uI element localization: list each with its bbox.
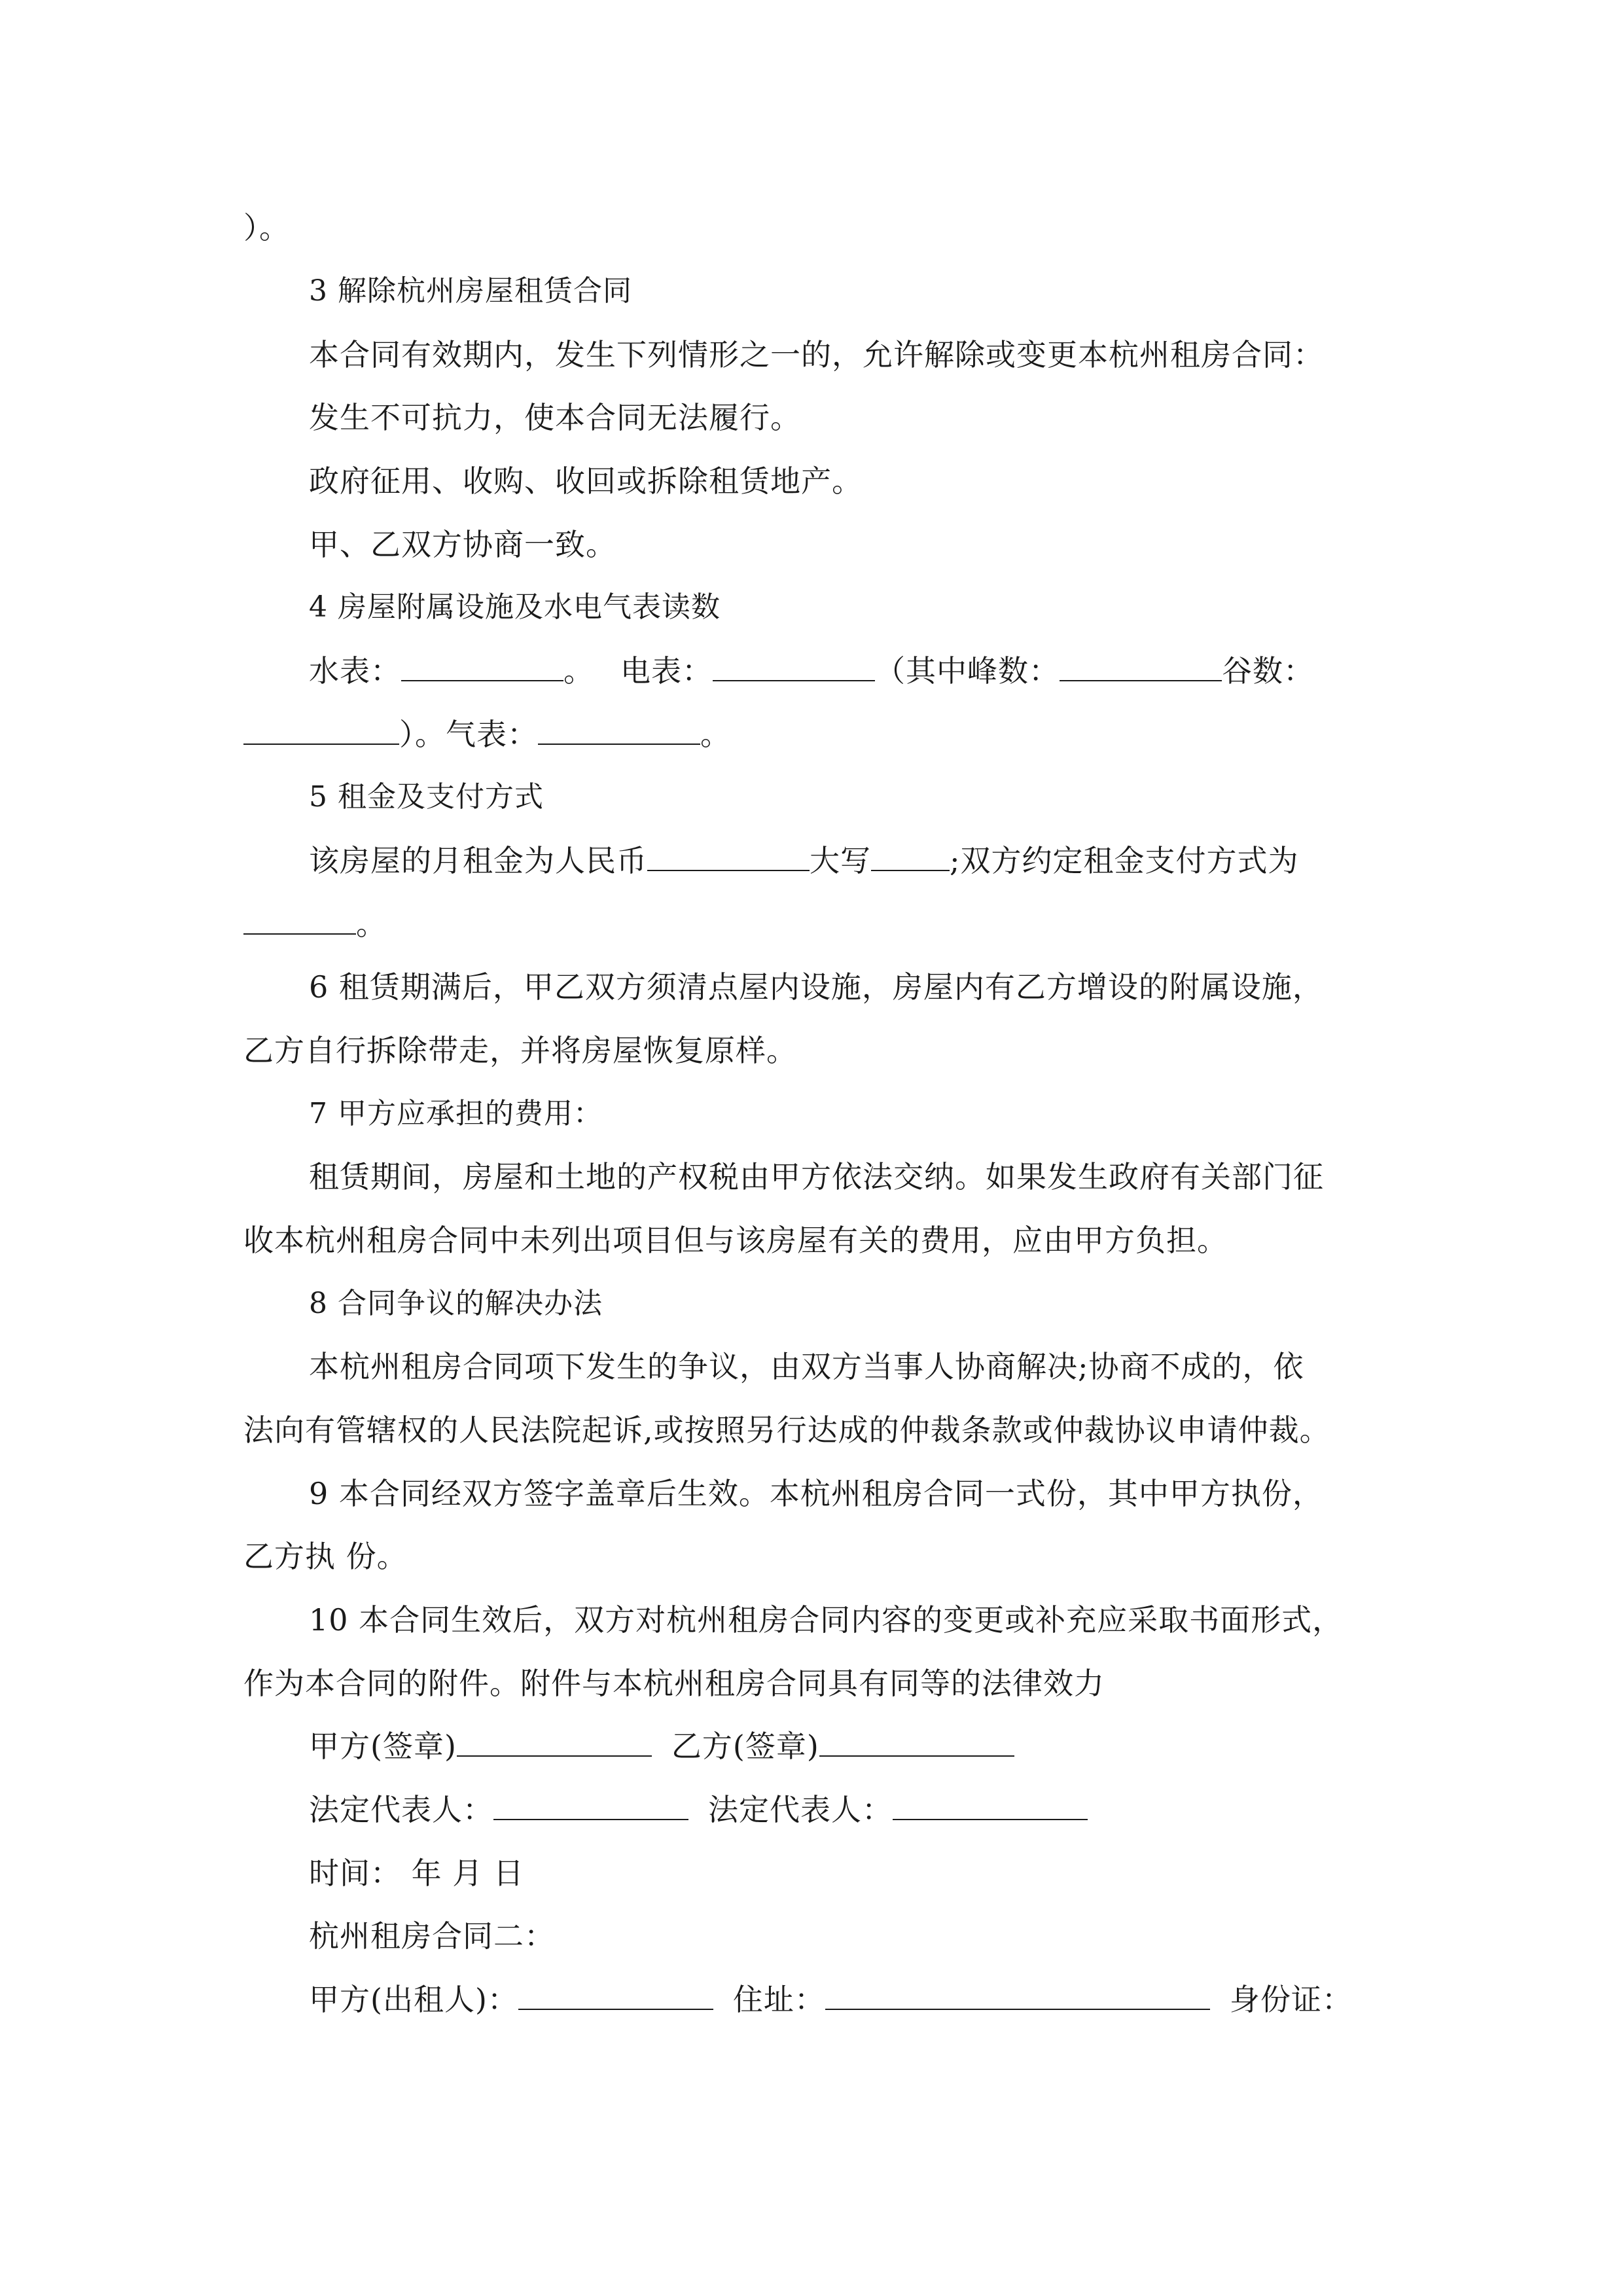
paragraph-line: 租赁期间，房屋和土地的产权税由甲方依法交纳。如果发生政府有关部门征 xyxy=(309,1159,1324,1194)
water-meter-blank[interactable] xyxy=(401,651,563,681)
party-a-seal-label: 甲方(签章) xyxy=(309,1729,457,1764)
subtitle-line: 杭州租房合同二： xyxy=(309,1918,555,1954)
paragraph-line: 本合同有效期内，发生下列情形之一的，允许解除或变更本杭州租房合同： xyxy=(309,337,1324,372)
rent-capital-label: 大写 xyxy=(810,843,871,878)
section-heading: 3 解除杭州房屋租赁合同 xyxy=(309,274,632,308)
party-b-seal-label: 乙方(签章) xyxy=(671,1729,819,1764)
paragraph-line: ）。 xyxy=(243,210,290,245)
party-a-seal-blank[interactable] xyxy=(457,1727,652,1757)
meter-reading-line-2 xyxy=(243,715,731,754)
landlord-label: 甲方(出租人)： xyxy=(309,1982,518,2017)
address-blank[interactable] xyxy=(825,1980,1210,2010)
valley-reading-label: 谷数： xyxy=(1222,653,1314,689)
paragraph-line: 乙方自行拆除带走，并将房屋恢复原样。 xyxy=(243,1033,797,1068)
id-card-label: 身份证： xyxy=(1229,1982,1353,2017)
meter-reading-line xyxy=(309,651,1314,691)
water-meter-end: 。 xyxy=(563,653,594,689)
paragraph-line: 发生不可抗力，使本合同无法履行。 xyxy=(309,400,801,435)
rent-capital-blank[interactable] xyxy=(871,841,950,871)
rent-line-2 xyxy=(243,905,387,944)
monthly-rent-blank[interactable] xyxy=(647,841,810,871)
peak-reading-blank[interactable] xyxy=(1060,651,1222,681)
signature-line xyxy=(309,1727,1014,1766)
section-heading: 8 合同争议的解决办法 xyxy=(309,1287,603,1320)
address-label: 住址： xyxy=(732,1982,825,2017)
party-a-rep-blank[interactable] xyxy=(493,1790,688,1820)
date-line: 时间： 年 月 日 xyxy=(309,1856,524,1891)
rent-line-end: 。 xyxy=(356,906,387,942)
payment-method-label: ;双方约定租金支付方式为 xyxy=(950,843,1299,878)
section-heading: 4 房屋附属设施及水电气表读数 xyxy=(309,590,721,624)
paragraph-line: 作为本合同的附件。附件与本杭州租房合同具有同等的法律效力 xyxy=(243,1666,1105,1701)
paragraph-line: 法向有管辖权的人民法院起诉,或按照另行达成的仲裁条款或仲裁协议申请仲裁。 xyxy=(243,1412,1330,1448)
electric-meter-blank[interactable] xyxy=(713,651,875,681)
monthly-rent-label: 该房屋的月租金为人民币 xyxy=(309,843,647,878)
water-meter-label: 水表： xyxy=(309,653,401,689)
paragraph-line: 10 本合同生效后，双方对杭州租房合同内容的变更或补充应采取书面形式， xyxy=(309,1602,1344,1638)
payment-method-blank[interactable] xyxy=(243,905,356,935)
gas-meter-blank[interactable] xyxy=(538,715,700,745)
paragraph-line: 政府征用、收购、收回或拆除租赁地产。 xyxy=(309,463,863,499)
landlord-blank[interactable] xyxy=(518,1980,713,2010)
party-b-rep-blank[interactable] xyxy=(893,1790,1088,1820)
section-heading: 7 甲方应承担的费用： xyxy=(309,1097,603,1130)
paragraph-line: 9 本合同经双方签字盖章后生效。本杭州租房合同一式份，其中甲方执份， xyxy=(309,1476,1323,1511)
rent-line xyxy=(309,841,1299,880)
party-b-rep-label: 法定代表人： xyxy=(708,1792,893,1827)
representative-line xyxy=(309,1790,1088,1829)
electric-meter-label: 电表： xyxy=(620,653,713,689)
party-b-seal-blank[interactable] xyxy=(819,1727,1014,1757)
paragraph-line: 收本杭州租房合同中未列出项目但与该房屋有关的费用，应由甲方负担。 xyxy=(243,1223,1228,1258)
paragraph-line: 本杭州租房合同项下发生的争议，由双方当事人协商解决;协商不成的，依 xyxy=(309,1349,1304,1384)
paragraph-line: 6 租赁期满后，甲乙双方须清点屋内设施，房屋内有乙方增设的附属设施， xyxy=(309,969,1323,1005)
gas-meter-label: ）。气表： xyxy=(399,717,538,752)
landlord-info-line xyxy=(309,1980,1353,2019)
section-heading: 5 租金及支付方式 xyxy=(309,780,544,814)
paragraph-line: 甲、乙双方协商一致。 xyxy=(309,527,616,562)
valley-reading-blank[interactable] xyxy=(243,715,399,745)
paragraph-line: 乙方执 份。 xyxy=(243,1539,408,1574)
peak-reading-label: （其中峰数： xyxy=(875,653,1060,689)
party-a-rep-label: 法定代表人： xyxy=(309,1792,493,1827)
gas-meter-end: 。 xyxy=(700,717,731,752)
